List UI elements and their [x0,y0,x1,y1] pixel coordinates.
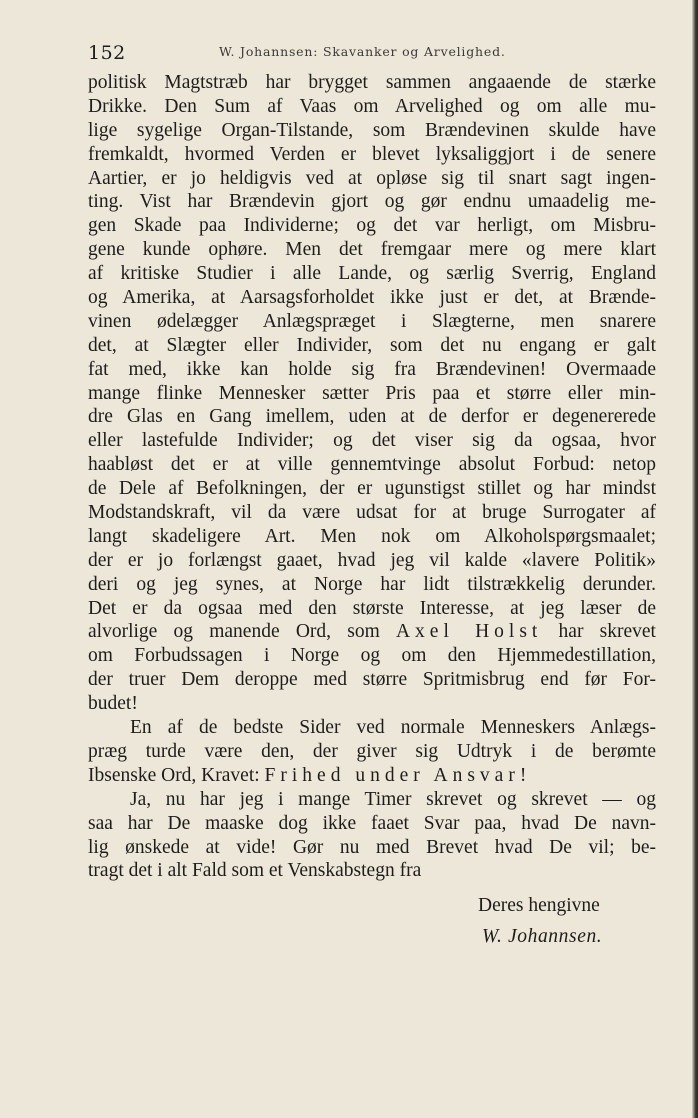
text-line: gene kunde ophøre. Men det fremgaar mere og mere klart [88,239,656,261]
page-header [88,40,653,66]
text-line: langt skadeligere Art. Men nok om Alkoholspørgsmaalet; [88,525,656,547]
text-line: der er jo forlængst gaaet, hvad jeg vil kalde «lavere Politik» [88,549,656,571]
text-line-holst [88,620,656,644]
text-line: Drikke. Den Sum af Vaas om Arvelighed og om alle mu- [88,95,656,117]
ibsen-quote: Frihed under Ansvar! [264,764,532,786]
text-line: politisk Magtstræb har brygget sammen angaaende de stærke [88,72,656,93]
text-line: mange flinke Mennesker sætter Pris paa et større eller min- [88,382,656,404]
text-line: fat med, ikke kan holde sig fra Brændevinen! Overmaade [88,358,656,380]
holst-line-after: har skrevet [542,621,656,643]
text-line: fremkaldt, hvormed Verden er blevet lyksaliggjort i de senere [88,143,656,165]
kravet-line-before: Ibsenske Ord, Kravet: [88,764,265,786]
text-line: de Dele af Befolkningen, der er ugunstigst stillet og har mindst [88,478,656,500]
text-line: ting. Vist har Brændevin gjort og gør endnu umaadelig me- [88,191,656,213]
text-line: lige sygelige Organ-Tilstande, som Brændevinen skulde have [88,119,656,141]
text-line: dre Glas en Gang imellem, uden at de derfor er degenererede [88,406,656,428]
page-number: 152 [88,42,126,64]
text-line: lig ønskede at vide! Gør nu med Brevet hvad De vil; be- [88,836,656,858]
text-line: saa har De maaske dog ikke faaet Svar paa, hvad De navn- [88,812,656,834]
page-edge [692,0,698,1118]
text-line: det, at Slægter eller Individer, som det nu engang er galt [88,334,656,356]
text-line: Det er da ogsaa med den største Interesse, at jeg læser de [88,597,656,619]
text-line: budet! [88,693,138,715]
text-line: haabløst det er at ville gennemtvinge absolut Forbud: netop [88,454,656,476]
text-line: eller lastefulde Individer; og det viser sig da ogsaa, hvor [88,430,656,452]
running-head: W. Johannsen: Skavanker og Arvelighed. [219,44,506,59]
text-line: gen Skade paa Individerne; og det var herligt, om Misbru- [88,215,656,237]
holst-line-before: alvorlige og manende Ord, som [88,621,396,643]
paragraph-start: En af de bedste Sider ved normale Menneskers Anlægs- [130,717,656,739]
text-line: af kritiske Studier i alle Lande, og særlig Sverrig, England [88,263,656,285]
text-line: vinen ødelægger Anlægspræget i Slægterne, men snarere [88,310,656,332]
text-line: deri og jeg synes, at Norge har lidt tilstrækkelig derunder. [88,573,656,595]
letter-closing: Deres hengivne [478,895,600,916]
author-name-axel-holst: Axel Holst [395,621,543,643]
text-line: tragt det i alt Fald som et Venskabstegn fra [88,860,422,882]
text-line: Aartier, er jo heldigvis ved at opløse sig til snart sagt ingen- [88,167,656,189]
letter-signature: W. Johannsen. [482,926,603,947]
text-line: om Forbudssagen i Norge og om den Hjemmedestillation, [88,645,656,667]
text-line: Modstandskraft, vil da være udsat for at bruge Surrogater af [88,502,656,524]
text-line: der truer Dem deroppe med større Spritmisbrug end før For- [88,669,656,691]
text-line: og Amerika, at Aarsagsforholdet ikke just er det, at Brænde- [88,287,656,309]
text-line: præg turde være den, der giver sig Udtryk i de berømte [88,740,656,762]
paragraph-start: Ja, nu har jeg i mange Timer skrevet og skrevet — og [130,788,656,810]
text-line-kravet [88,764,656,788]
body-text [88,71,656,883]
